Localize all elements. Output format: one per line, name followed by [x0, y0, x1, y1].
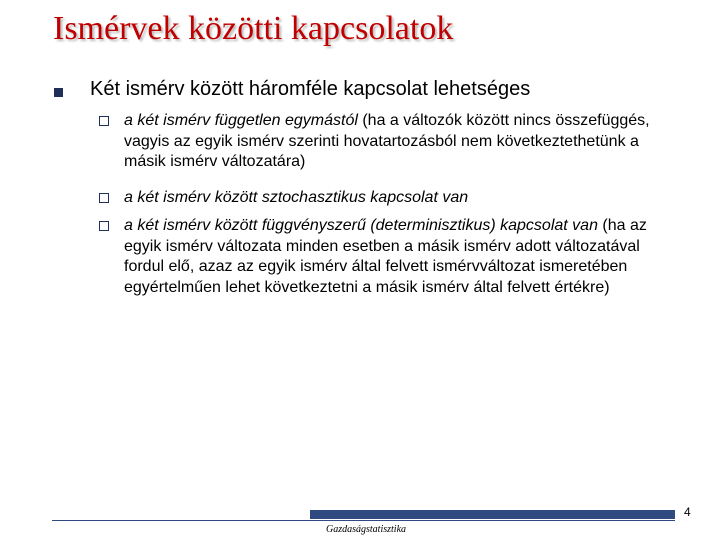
sub-bullet-emphasis: a két ismérv független egymástól	[124, 112, 358, 129]
square-bullet-icon	[54, 88, 63, 97]
sub-bullet-rest: (ha a változók között nincs összefüggés, vagyis az egyik ismérv szerinti hovatartozásból nem következtethetünk a másik ismérv változatára)	[124, 112, 650, 170]
footer-accent-bar	[310, 510, 675, 519]
slide-title: Ismérvek közötti kapcsolatok	[53, 10, 454, 47]
sub-bullet-emphasis: a két ismérv között sztochasztikus kapcsolat van	[124, 189, 469, 206]
sub-bullet-2	[99, 188, 659, 209]
sub-bullet-rest: (ha az egyik ismérv változata minden esetben a másik ismérv adott változatával fordul elő, azaz az egyik ismérv által felvett ismérvváltozat ismeretében egyértelműen lehet következtetni a másik ismérv által felvett értékre)	[124, 217, 647, 296]
hollow-square-bullet-icon	[99, 193, 109, 203]
page-number: 4	[684, 505, 691, 519]
hollow-square-bullet-icon	[99, 221, 109, 231]
sub-bullet-1	[99, 111, 659, 173]
hollow-square-bullet-icon	[99, 116, 109, 126]
sub-bullet-emphasis: a két ismérv között függvényszerű (determinisztikus) kapcsolat van	[124, 217, 598, 234]
footer-course-title: Gazdaságstatisztika	[326, 524, 407, 535]
sub-bullet-text	[124, 216, 669, 298]
sub-bullet-text	[124, 111, 669, 173]
footer-divider	[52, 520, 675, 521]
sub-bullet-text	[124, 188, 669, 209]
sub-bullet-3	[99, 216, 659, 298]
main-bullet-text: Két ismérv között háromféle kapcsolat lehetséges	[90, 78, 531, 100]
